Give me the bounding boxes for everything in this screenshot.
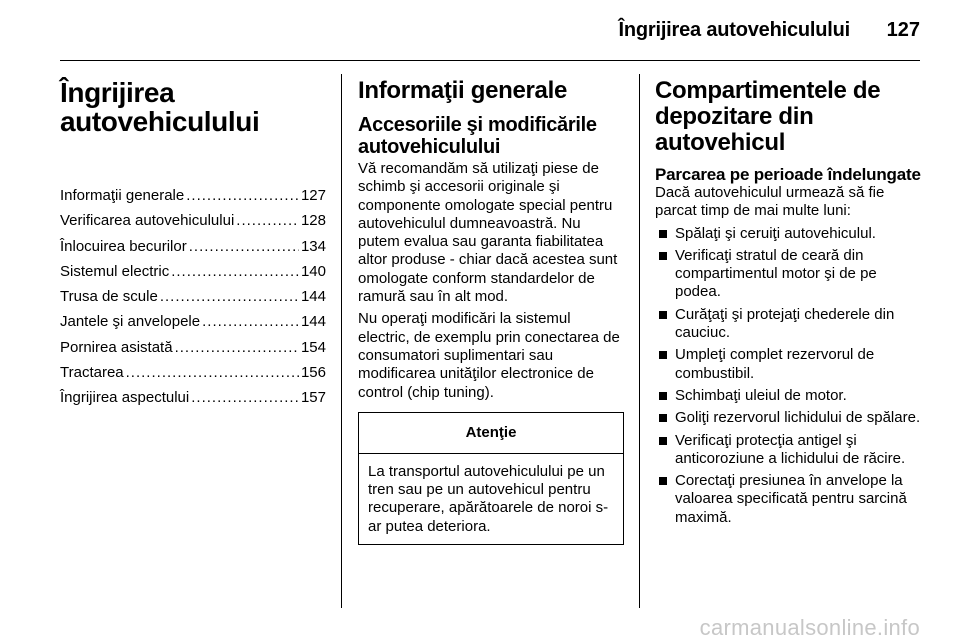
toc-leader-dots [171,260,299,284]
list-item: Curăţaţi şi protejaţi chederele din cauciuc. [655,306,925,343]
toc-entry-page: 134 [300,237,326,255]
list-item: Verificaţi stratul de ceară din compartimentul motor şi de pe podea. [655,247,925,302]
toc-leader-dots [191,386,299,410]
toc-entry-page: 144 [300,288,326,306]
toc-leader-dots [186,184,299,208]
section-heading-general: Informaţii generale [358,77,568,104]
warning-title: Atenţie [359,413,623,454]
toc-entry-page: 157 [300,389,326,407]
list-item: Schimbaţi uleiul de motor. [655,387,925,405]
header-divider [60,60,920,61]
toc-entry-title: Informaţii generale [60,187,185,204]
general-info-column [358,72,624,545]
toc-entry[interactable] [60,310,326,335]
toc-entry-title: Jantele şi anvelopele [60,313,201,331]
toc-entry[interactable] [60,184,326,209]
page-number: 127 [886,19,920,41]
toc-leader-dots [202,310,299,334]
toc-leader-dots [175,336,299,360]
list-item: Corectaţi presiunea în anvelope la valoarea specificată pentru sarcină maximă. [655,472,925,527]
toc-entry[interactable] [60,235,326,260]
paragraph-modifications: Nu operaţi modificări la sistemul electric, de exemplu prin conectarea de consumatori suplimentari sau modificarea unităţilor electronice de control (chip tuning). [358,310,620,401]
running-header-title: Îngrijirea autovehiculului [618,19,850,41]
toc-entry[interactable] [60,336,326,361]
subheading-long-parking: Parcarea pe perioade îndelungate [655,165,921,184]
chapter-title-line-1: Îngrijirea [60,77,175,108]
toc-entry-title: Pornirea asistată [60,338,173,356]
paragraph-parking-intro: Dacă autovehiculul urmează să fie parcat timp de mai multe luni: [655,184,885,220]
toc-entry-page: 127 [300,187,326,204]
storage-column [655,72,925,531]
toc-entry[interactable] [60,285,326,310]
list-item: Umpleţi complet rezervorul de combustibil. [655,346,925,383]
chapter-column [60,72,326,412]
toc-entry[interactable] [60,386,326,411]
toc-entry-page: 154 [300,338,326,356]
toc-leader-dots [189,235,299,259]
toc-entry-page: 128 [300,212,326,230]
toc-leader-dots [160,285,299,309]
toc-leader-dots [236,209,299,233]
table-of-contents [60,184,326,412]
list-item: Spălaţi şi ceruiţi autovehiculul. [655,225,925,243]
section-heading-storage: Compartimentele de depozitare din autovehicul [655,77,881,156]
warning-box [358,412,624,545]
column-divider-1 [341,74,342,608]
toc-entry-page: 144 [300,313,326,331]
toc-entry-page: 140 [300,262,326,280]
toc-entry-page: 156 [300,364,326,382]
toc-entry[interactable] [60,260,326,285]
chapter-title-line-2: autovehiculului [60,106,260,137]
watermark: carmanualsonline.info [699,615,920,640]
toc-entry[interactable] [60,209,326,234]
toc-leader-dots [126,361,299,385]
toc-entry-title: Tractarea [60,364,124,382]
list-item: Verificaţi protecţia antigel şi anticoroziune a lichidului de răcire. [655,432,925,469]
toc-entry-title: Sistemul electric [60,262,170,280]
toc-entry-title: Verificarea autovehiculului [60,212,235,230]
subheading-accessories: Accesoriile şi modificările autovehiculului [358,114,597,158]
warning-text: La transportul autovehiculului pe un tren sau pe un autovehicul pentru recuperare, apărătoarele de noroi s-ar putea deteriora. [368,462,609,535]
toc-entry[interactable] [60,361,326,386]
paragraph-recommendation: Vă recomandăm să utilizaţi piese de schimb şi accesorii originale şi componente omologate special pentru autovehiculul dumneavoastră. Nu putem evalua sau garanta fiabilitatea altor produse - chiar dacă acestea sunt omologate conform standardelor de ramură sau în alt mod. [358,160,618,306]
toc-entry-title: Trusa de scule [60,288,158,306]
chapter-title [60,78,326,136]
column-divider-2 [639,74,640,608]
page-header [0,0,960,60]
list-item: Goliţi rezervorul lichidului de spălare. [655,409,925,427]
parking-checklist [655,225,925,527]
toc-entry-title: Îngrijirea aspectului [60,389,190,407]
toc-entry-title: Înlocuirea becurilor [60,237,187,255]
